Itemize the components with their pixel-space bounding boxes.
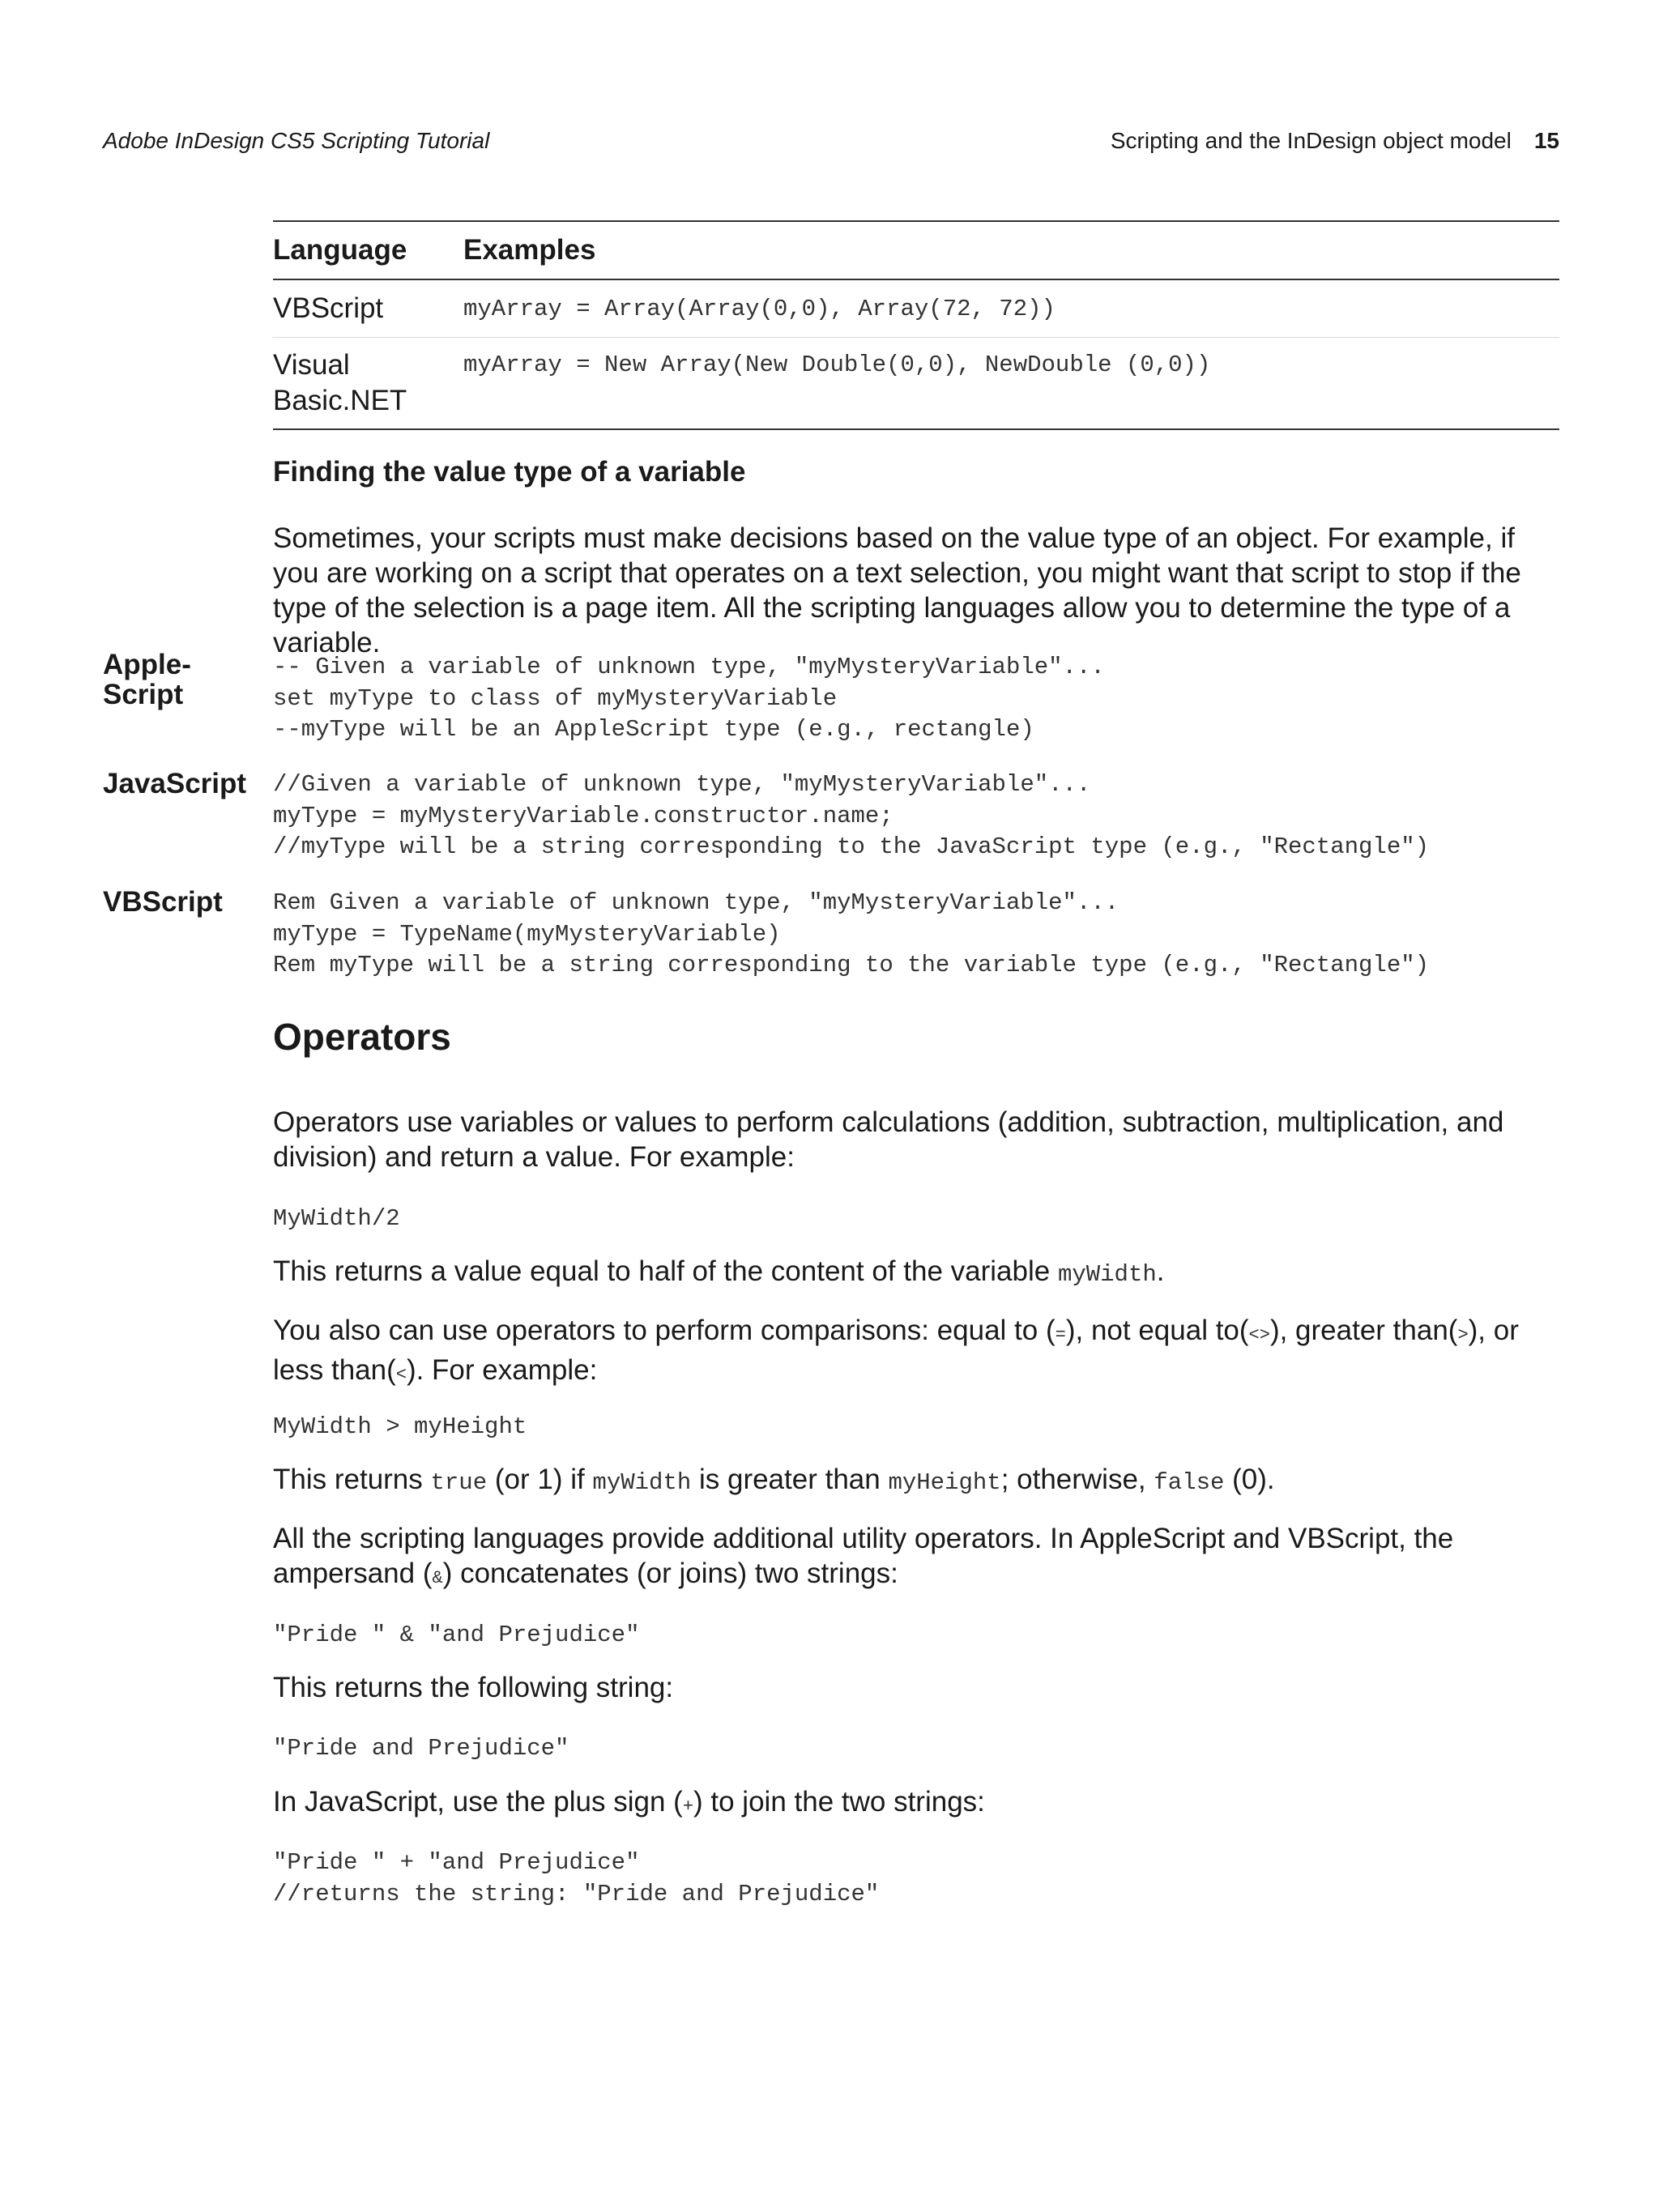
text-run: You also can use operators to perform comparisons: equal to (	[273, 1315, 1056, 1346]
language-label-javascript: JavaScript	[103, 768, 247, 799]
section-title: Scripting and the InDesign object model	[1110, 128, 1512, 153]
vbscript-code: Rem Given a variable of unknown type, "myMysteryVariable"... myType = TypeName(myMysteryVariable) Rem myType will be a string corresponding to the variable type (e.g., "Rectangle")	[273, 889, 1430, 978]
text-run: ; otherwise,	[1000, 1464, 1154, 1495]
text-run: ), not equal to(	[1065, 1315, 1249, 1346]
text-run: ), or less than(	[273, 1315, 1519, 1386]
paragraph: This returns the following string:	[273, 1672, 674, 1703]
code-example: MyWidth/2	[273, 1205, 400, 1232]
inline-code: true	[430, 1469, 488, 1496]
text-run: All the scripting languages provide additional utility operators. In AppleScript and VBScript, the ampersand (	[273, 1523, 1454, 1589]
language-cell: VBScript	[273, 292, 384, 324]
running-header	[103, 128, 1559, 160]
table-row	[273, 280, 1559, 338]
text-run: ) concatenates (or joins) two strings:	[442, 1558, 898, 1589]
label-line: Apple-	[103, 649, 191, 680]
text-run: In JavaScript, use the plus sign (	[273, 1786, 683, 1818]
text-run: This returns	[273, 1464, 431, 1495]
code-example: MyWidth > myHeight	[273, 1413, 527, 1440]
inline-code: myWidth	[592, 1469, 692, 1496]
paragraph	[273, 1784, 1565, 1824]
subsection-heading: Finding the value type of a variable	[273, 456, 746, 488]
javascript-code: //Given a variable of unknown type, "myMysteryVariable"... myType = myMysteryVariable.constructor.name; //myType will be a string corresponding to the JavaScript type (e.g., "Rectangle")	[273, 771, 1430, 860]
code-example: "Pride " + "and Prejudice" //returns the string: "Pride and Prejudice"	[273, 1849, 880, 1907]
text-run: is greater than	[691, 1464, 889, 1495]
text-run: ), greater than(	[1269, 1315, 1458, 1346]
text-run: (0).	[1224, 1464, 1275, 1495]
operator-symbol: +	[682, 1796, 694, 1817]
language-cell	[273, 347, 463, 428]
example-code-cell: myArray = New Array(New Double(0,0), NewDouble (0,0))	[463, 352, 1211, 378]
operator-symbol: =	[1055, 1325, 1066, 1345]
language-cell-line: Visual	[273, 349, 350, 381]
example-code-cell: myArray = Array(Array(0,0), Array(72, 72))	[463, 295, 1056, 322]
text-run: ). For example:	[406, 1354, 598, 1386]
inline-code: myWidth	[1057, 1261, 1157, 1288]
text-run: (or 1) if	[487, 1464, 593, 1495]
paragraph	[273, 1313, 1565, 1392]
section-header	[1111, 128, 1559, 154]
column-header-examples: Examples	[463, 234, 596, 266]
operator-symbol: <	[395, 1365, 407, 1385]
table-row	[273, 338, 1559, 430]
column-header-language: Language	[273, 234, 407, 266]
applescript-code: -- Given a variable of unknown type, "myMysteryVariable"... set myType to class of myMysteryVariable --myType will be an AppleScript type (e.g., rectangle)	[273, 654, 1105, 743]
operator-symbol: <>	[1248, 1325, 1270, 1345]
page-number: 15	[1533, 128, 1559, 153]
operators-paragraph: Operators use variables or values to perform calculations (addition, subtraction, multiplication, and division) and return a value. For example:	[273, 1106, 1504, 1173]
operator-symbol: >	[1457, 1325, 1469, 1345]
language-cell-line: Basic.NET	[273, 385, 407, 416]
text-run: .	[1156, 1255, 1165, 1287]
code-example: "Pride and Prejudice"	[273, 1735, 569, 1762]
operator-symbol: &	[432, 1568, 443, 1588]
code-example: "Pride " & "and Prejudice"	[273, 1622, 640, 1648]
inline-code: false	[1154, 1469, 1225, 1496]
language-label-applescript	[103, 650, 191, 710]
inline-code: myHeight	[888, 1469, 1001, 1496]
label-line: Script	[103, 679, 184, 710]
document-title: Adobe InDesign CS5 Scripting Tutorial	[103, 128, 490, 153]
intro-paragraph: Sometimes, your scripts must make decisions based on the value type of an object. For example, if you are working on a script that operates on a text selection, you might want that script to stop if the type of the selection is a page item. All the scripting languages allow you to determine the type of a variable.	[273, 522, 1521, 658]
section-heading: Operators	[273, 1016, 451, 1058]
text-run: This returns a value equal to half of the content of the variable	[273, 1255, 1058, 1287]
paragraph	[273, 1521, 1565, 1596]
language-label-vbscript: VBScript	[103, 886, 223, 918]
paragraph	[273, 1254, 1565, 1292]
paragraph	[273, 1462, 1565, 1500]
table-header-row	[273, 222, 1559, 280]
text-run: ) to join the two strings:	[693, 1786, 985, 1818]
examples-table	[273, 220, 1559, 430]
